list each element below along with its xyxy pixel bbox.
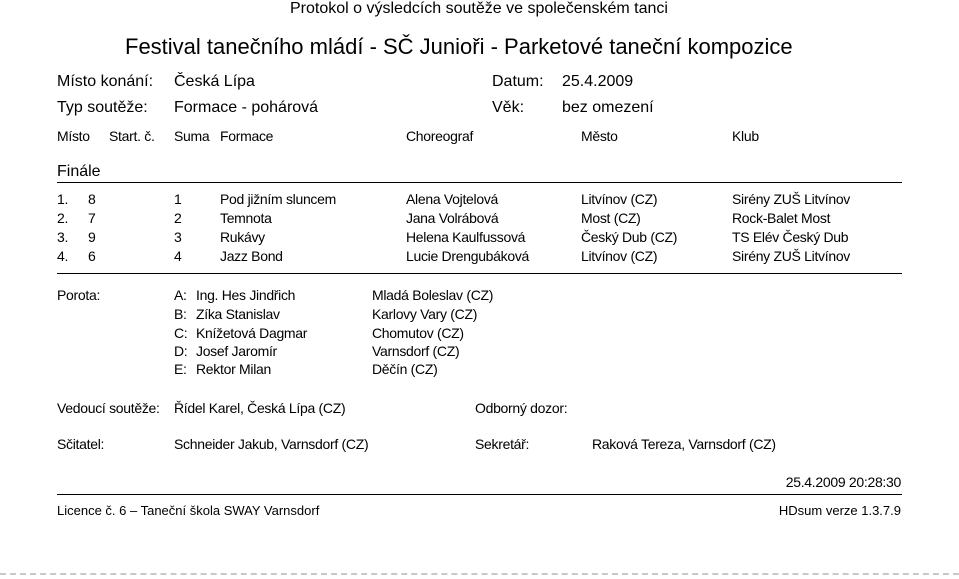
result-start: 6 xyxy=(88,248,96,264)
jury-city: Karlovy Vary (CZ) xyxy=(372,306,478,322)
place-label: Místo konání: xyxy=(57,73,154,90)
jury-member xyxy=(0,287,959,305)
jury-member xyxy=(0,306,959,324)
divider xyxy=(57,182,902,183)
jury-member xyxy=(0,343,959,361)
jury-city: Varnsdorf (CZ) xyxy=(372,343,460,359)
result-start: 9 xyxy=(88,229,96,245)
expert-label: Odborný dozor: xyxy=(475,400,568,416)
col-choreographer: Choreograf xyxy=(406,128,474,144)
result-formation: Jazz Bond xyxy=(220,248,283,264)
secretary-value: Raková Tereza, Varnsdorf (CZ) xyxy=(592,436,776,452)
result-city: Litvínov (CZ) xyxy=(581,248,658,264)
result-choreographer: Jana Volrábová xyxy=(406,210,499,226)
result-club: Sirény ZUŠ Litvínov xyxy=(732,248,851,264)
jury-name: Ing. Hes Jindřich xyxy=(196,287,296,303)
jury-name: Knížetová Dagmar xyxy=(196,325,308,341)
table-row xyxy=(0,248,959,266)
result-sum: 1 xyxy=(174,191,182,207)
leader-label: Vedoucí soutěže: xyxy=(57,400,160,416)
result-choreographer: Alena Vojtelová xyxy=(406,191,499,207)
version-text: HDsum verze 1.3.7.9 xyxy=(778,503,901,518)
col-formation: Formace xyxy=(220,128,274,144)
result-city: Český Dub (CZ) xyxy=(581,229,678,245)
result-sum: 4 xyxy=(174,248,182,264)
date-value: 25.4.2009 xyxy=(562,73,634,90)
result-choreographer: Lucie Drengubáková xyxy=(406,248,530,264)
protocol-heading: Protokol o výsledcích soutěže ve společenském tanci xyxy=(290,0,668,17)
jury-name: Rektor Milan xyxy=(196,361,271,377)
col-place: Místo xyxy=(57,128,90,144)
page-title: Festival tanečního mládí - SČ Junioři - Parketové taneční kompozice xyxy=(125,34,793,59)
col-club: Klub xyxy=(732,128,759,144)
jury-letter: B: xyxy=(174,306,187,322)
jury-city: Chomutov (CZ) xyxy=(372,325,464,341)
jury-city: Mladá Boleslav (CZ) xyxy=(372,287,494,303)
table-row xyxy=(0,191,959,209)
jury-label: Porota: xyxy=(57,287,101,303)
result-formation: Pod jižním sluncem xyxy=(220,191,336,207)
result-sum: 2 xyxy=(174,210,182,226)
result-formation: Temnota xyxy=(220,210,272,226)
competition-type-label: Typ soutěže: xyxy=(57,99,148,116)
page-break-line xyxy=(0,573,959,575)
secretary-label: Sekretář: xyxy=(475,436,530,452)
license-text: Licence č. 6 – Taneční škola SWAY Varnsdorf xyxy=(57,503,320,518)
result-place: 2. xyxy=(57,210,69,226)
result-club: Rock-Balet Most xyxy=(732,210,831,226)
result-formation: Rukávy xyxy=(220,229,265,245)
result-club: TS Elév Český Dub xyxy=(732,229,849,245)
result-place: 3. xyxy=(57,229,69,245)
age-value: bez omezení xyxy=(562,99,654,116)
jury-letter: A: xyxy=(174,287,187,303)
divider xyxy=(57,494,902,495)
jury-city: Děčín (CZ) xyxy=(372,361,438,377)
result-choreographer: Helena Kaulfussová xyxy=(406,229,526,245)
divider xyxy=(57,273,902,274)
jury-name: Josef Jaromír xyxy=(196,343,277,359)
result-start: 7 xyxy=(88,210,96,226)
result-city: Litvínov (CZ) xyxy=(581,191,658,207)
leader-value: Řídel Karel, Česká Lípa (CZ) xyxy=(174,400,346,416)
jury-letter: E: xyxy=(174,361,187,377)
jury-letter: C: xyxy=(174,325,188,341)
competition-type-value: Formace - pohárová xyxy=(174,99,319,116)
timestamp: 25.4.2009 20:28:30 xyxy=(785,474,901,490)
jury-name: Zíka Stanislav xyxy=(196,306,280,322)
age-label: Věk: xyxy=(492,99,525,116)
result-sum: 3 xyxy=(174,229,182,245)
result-place: 4. xyxy=(57,248,69,264)
result-start: 8 xyxy=(88,191,96,207)
table-row xyxy=(0,210,959,228)
col-city: Město xyxy=(581,128,618,144)
jury-letter: D: xyxy=(174,343,188,359)
counter-label: Sčitatel: xyxy=(57,436,105,452)
table-row xyxy=(0,229,959,247)
date-label: Datum: xyxy=(492,73,544,90)
col-start: Start. č. xyxy=(109,128,155,144)
result-club: Sirény ZUŠ Litvínov xyxy=(732,191,851,207)
final-label: Finále xyxy=(57,163,101,180)
jury-member xyxy=(0,325,959,343)
result-city: Most (CZ) xyxy=(581,210,641,226)
counter-value: Schneider Jakub, Varnsdorf (CZ) xyxy=(174,436,369,452)
col-sum: Suma xyxy=(174,128,210,144)
place-value: Česká Lípa xyxy=(174,73,255,90)
jury-member xyxy=(0,361,959,379)
result-place: 1. xyxy=(57,191,69,207)
